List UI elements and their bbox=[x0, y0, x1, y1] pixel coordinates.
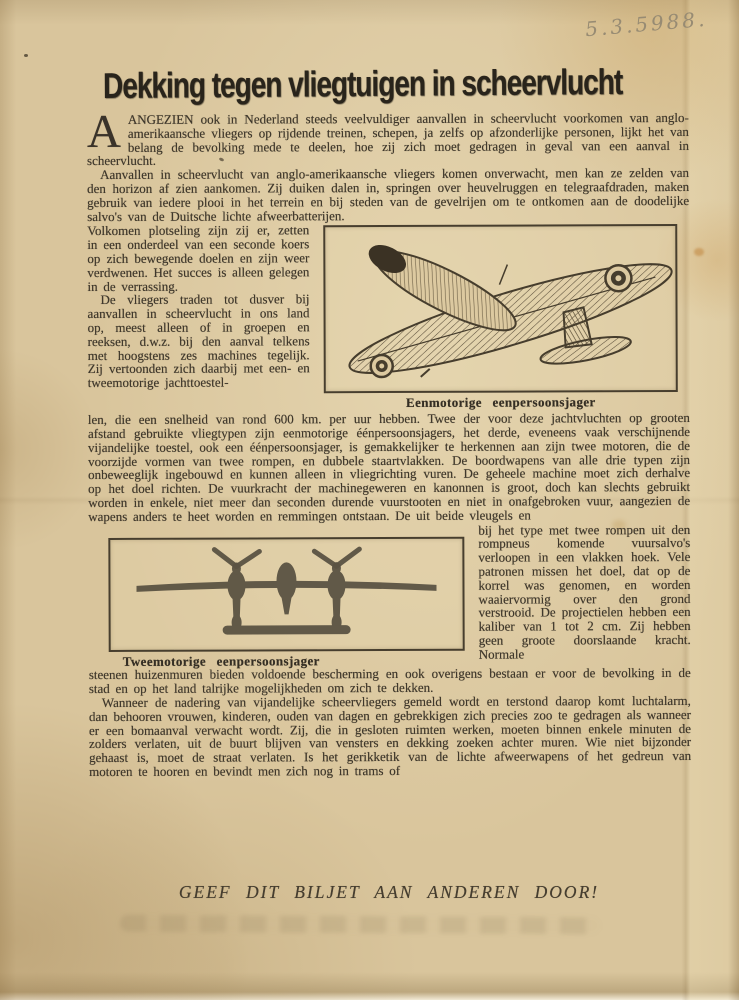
paper-speck bbox=[24, 54, 28, 57]
figure-twin-engine bbox=[108, 536, 464, 668]
single-engine-figure-frame bbox=[323, 224, 678, 393]
fire-paragraph-right: bij het type met twee rompen uit den rompneus komende vuursalvo's verloopen in een vlakken hoek. Vele patronen missen het doel, dat op de korrel was genomen, en worden waaiervormig over den grond verstrooid. De projectielen hebben een kaliber van 1 tot 2 cm. Zij hebben geen groote doorslaande kracht. Normale bbox=[478, 521, 691, 662]
paper-stain bbox=[694, 248, 704, 256]
twin-engine-figure-frame bbox=[108, 536, 464, 651]
shelter-paragraph: steenen huizenmuren bieden voldoende bescherming en ook overigens bestaan er voor de bevolking in de stad en op het land talrijke mogelijkheden om zich te dekken. bbox=[88, 665, 691, 697]
figure-band-2 bbox=[88, 522, 690, 668]
figure-caption-twin-engine: Tweemotorige eenpersoonsjager bbox=[122, 652, 320, 669]
figure-single-engine bbox=[323, 224, 678, 410]
intro-paragraph-text: ANGEZIEN ook in Nederland steeds veelvuldiger aanvallen in scheervlucht voorkomen van anglo-amerikaansche vliegers op rijdende treinen, schepen, ja zelfs op afzonderlijke personen, lijkt het van belang de bevolking mede te deelen, hoe zij zich moet gedragen in geval van een aanval in scheervlucht. bbox=[86, 109, 689, 169]
figure-caption-single-engine: Eenmotorige eenpersoonsjager bbox=[405, 394, 596, 411]
surprise-paragraph: Volkomen plotseling zijn zij er, zetten in een onderdeel van een seconde koers op zich bewegende doelen en zijn weer verdwenen. Het succes is alleen gelegen in de verrassing. bbox=[87, 222, 310, 294]
fighters-paragraph-left: De vliegers traden tot dusver bij aanvallen in scheervlucht in ons land op, meest alleen of in groepen en reeksen, d.w.z. bij den aanval telkens met hoogstens zes machines tegelijk. Zij vertoonden zich daarbij met een- en tweemotorige jachttoestel- bbox=[87, 291, 310, 391]
article-body bbox=[86, 105, 692, 779]
page-title: Dekking tegen vliegtuigen in scheervlucht bbox=[103, 61, 623, 106]
warning-paragraph: Wanneer de nadering van vijandelijke scheervliegers gemeld wordt en terstond daarop komt luchtalarm, dan behooren vrouwen, kinderen, ouden van dagen en gebrekkigen zich precies zoo te gedragen als wanneer er een bomaanval verwacht wordt. Zij, die in gesloten ruimten werken, moeten binnen enkele minuten de zolders verlaten, uit de buurt blijven van vensters en dekking zoeken achter muren. Wie niet bijzonder gehaast is, moet de straat verlaten. Is het gerikketik van de lichte afweerwapens of het gedreun van motoren te hooren en bevindt men zich nog in trams of bbox=[88, 692, 692, 779]
attack-paragraph: Aanvallen in scheervlucht van anglo-amerikaansche vliegers komen onverwacht, men kan ze zelden van den horizon af zien aankomen. Zij duiken dalen in, springen over heuvelruggen en telegraafdraden, maken gebruik van iedere plooi in het terrein en bij steden van de gevelrijen om te ontkomen aan de doodelijke salvo's van de Duitsche lichte afweerbatterijen. bbox=[87, 165, 690, 224]
drop-cap: A bbox=[86, 105, 121, 159]
right-column bbox=[478, 522, 690, 661]
footer-slogan: GEEF DIT BILJET AAN ANDEREN DOOR! bbox=[178, 882, 600, 902]
show-through-smudge bbox=[120, 915, 600, 935]
twin-engine-fighter-silhouette-icon bbox=[110, 538, 462, 649]
pencil-annotation: 5.3.5988. bbox=[583, 6, 708, 42]
fighters-paragraph-full: len, die een snelheid van rond 600 km. per uur hebben. Twee der voor deze jachtvluchten op grooten afstand gebruikte vliegtypen zijn eenmotorige éénpersoonsjagers, het derde, eveneens vaak verschijnende vijandelijke toestel, ook een éénpersoonsjager, is gemakkelijker te herkennen aan zijn twee motoren, die de voorzijde vormen van twee rompen, en dubbele staartvlakken. De boordwapens van alle drie typen zijn onbeweeglijk ingebouwd en kunnen alleen in vliegrichting vuren. De geheele machine moet zich derhalve op het doel richten. De vuurkracht der machinegeweren en kanonnen is groot, doch kan slechts gebruikt worden in enkele, niet meer dan seconden durende vuurstooten en niet in onafgebroken vuur, aangezien de wapens anders te heet worden en remmingen ontstaan. De uit beide vleugels en bbox=[87, 410, 691, 524]
left-column bbox=[87, 224, 310, 390]
figure-band-1 bbox=[87, 222, 690, 413]
intro-paragraph bbox=[86, 105, 689, 169]
single-engine-fighter-drawing-icon bbox=[325, 226, 676, 391]
